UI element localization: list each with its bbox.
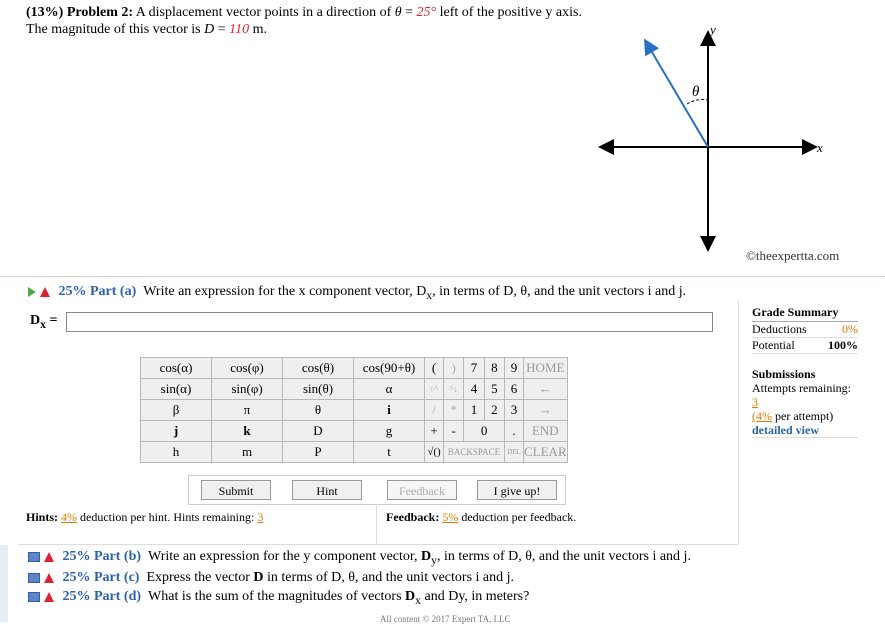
theta-symbol: θ <box>394 5 402 20</box>
key-h[interactable]: h <box>141 442 212 463</box>
key-plus[interactable]: + <box>425 421 444 442</box>
answer-label: $D_x$ = <box>30 313 58 331</box>
part-a-text-2: , in terms of D, θ, and the unit vectors i and j. <box>432 284 687 299</box>
feedback-info <box>386 510 576 525</box>
key-6[interactable]: 6 <box>505 379 524 400</box>
key-t[interactable]: t <box>354 442 425 463</box>
part-b-label: 25% Part (b) <box>62 549 142 564</box>
theta-angle-label: θ <box>692 84 700 100</box>
potential-value: 100% <box>828 338 858 352</box>
key-cos-alpha[interactable]: cos(α) <box>141 358 212 379</box>
key-2[interactable]: 2 <box>484 400 504 421</box>
part-b-text: Write an expression for the y component vector, <box>148 549 418 564</box>
warning-icon <box>40 287 50 297</box>
key-P[interactable]: P <box>283 442 354 463</box>
part-d-header[interactable]: 25% Part (d) What is the sum of the magnitudes of vectors $D_x$ and Dy, in meters? <box>28 589 529 607</box>
feedback-text: deduction per feedback. <box>461 510 577 524</box>
part-c-text: Express the vector <box>146 570 250 585</box>
part-a-sub: x <box>426 288 433 302</box>
key-g[interactable]: g <box>354 421 425 442</box>
key-dot[interactable]: . <box>505 421 524 442</box>
action-button-row <box>188 475 566 505</box>
detailed-view-link[interactable]: detailed view <box>752 423 858 438</box>
key-sqrt[interactable]: √() <box>425 442 444 463</box>
left-bar <box>0 545 8 622</box>
problem-percent: (13%) <box>26 5 64 20</box>
magnitude-unit: m. <box>252 22 267 37</box>
key-cos-90-theta[interactable]: cos(90+θ) <box>354 358 425 379</box>
warning-icon <box>44 552 54 562</box>
key-divide[interactable]: / <box>425 400 444 421</box>
magnitude-value: 110 <box>229 22 250 37</box>
attempts-value: 3 <box>752 395 758 409</box>
per-attempt-pct: (4% <box>752 409 772 423</box>
key-8[interactable]: 8 <box>484 358 504 379</box>
key-7[interactable]: 7 <box>464 358 484 379</box>
credit-text: ©theexpertta.com <box>746 248 840 263</box>
key-5[interactable]: 5 <box>484 379 504 400</box>
play-icon[interactable] <box>28 287 36 297</box>
y-axis-label: y <box>710 22 716 37</box>
feedback-pct: 5% <box>442 510 459 524</box>
answer-input[interactable] <box>66 312 713 332</box>
key-open-paren[interactable]: ( <box>425 358 444 379</box>
key-theta[interactable]: θ <box>283 400 354 421</box>
key-home[interactable]: HOME <box>524 358 568 379</box>
key-cos-phi[interactable]: cos(φ) <box>212 358 283 379</box>
key-close-paren[interactable]: ) <box>444 358 464 379</box>
key-pi[interactable]: π <box>212 400 283 421</box>
divider <box>0 276 885 277</box>
hints-info <box>26 510 263 525</box>
key-9[interactable]: 9 <box>505 358 524 379</box>
feedback-label: Feedback: <box>386 510 440 524</box>
part-b-header[interactable]: 25% Part (b) Write an expression for the y component vector, $D_y$, in terms of D, θ, and the unit vectors i and j. <box>28 549 691 567</box>
divider <box>738 300 739 545</box>
key-k[interactable]: k <box>212 421 283 442</box>
key-beta[interactable]: β <box>141 400 212 421</box>
per-attempt-text: per attempt) <box>775 409 834 423</box>
key-power-up[interactable]: ↑^ <box>425 379 444 400</box>
key-0[interactable]: 0 <box>464 421 505 442</box>
key-sin-phi[interactable]: sin(φ) <box>212 379 283 400</box>
part-a-text: Write an expression for the x component vector, D <box>143 284 427 299</box>
key-left[interactable]: ← <box>524 379 568 400</box>
problem-text-2: left of the positive y axis. The magnitude of this vector is <box>26 5 582 37</box>
key-j[interactable]: j <box>141 421 212 442</box>
hints-text: deduction per hint. Hints remaining: <box>80 510 255 524</box>
problem-text-1: A displacement vector points in a direction of <box>135 5 392 20</box>
submissions-panel <box>752 367 858 438</box>
key-multiply[interactable]: * <box>444 400 464 421</box>
key-sin-theta[interactable]: sin(θ) <box>283 379 354 400</box>
part-c-header[interactable]: 25% Part (c) Express the vector D in terms of D, θ, and the unit vectors i and j. <box>28 570 514 586</box>
part-d-text: What is the sum of the magnitudes of vectors <box>148 589 402 604</box>
submissions-title: Submissions <box>752 367 816 381</box>
deductions-label: Deductions <box>752 322 807 336</box>
hint-button[interactable]: Hint <box>292 480 362 500</box>
key-sin-alpha[interactable]: sin(α) <box>141 379 212 400</box>
magnitude-symbol: D <box>204 22 215 37</box>
hints-pct: 4% <box>61 510 78 524</box>
footer: All content © 2017 Expert TA, LLC <box>380 614 511 624</box>
key-cos-theta[interactable]: cos(θ) <box>283 358 354 379</box>
key-right[interactable]: → <box>524 400 568 421</box>
key-D[interactable]: D <box>283 421 354 442</box>
key-4[interactable]: 4 <box>464 379 484 400</box>
key-power-down[interactable]: ^↓ <box>444 379 464 400</box>
part-a-header <box>28 284 686 302</box>
divider <box>376 504 377 544</box>
x-axis-label: x <box>817 140 823 155</box>
minimize-icon <box>28 552 40 562</box>
problem-statement: (13%) Problem 2: A displacement vector points in a direction of θ = 25° left of the positive y axis. The magnitude of this vector is D = 110 m. <box>26 5 582 37</box>
deductions-value: 0% <box>842 322 858 336</box>
grade-summary <box>752 305 858 354</box>
key-3[interactable]: 3 <box>505 400 524 421</box>
key-minus[interactable]: - <box>444 421 464 442</box>
keypad <box>140 357 568 463</box>
minimize-icon <box>28 573 40 583</box>
divider <box>18 544 738 545</box>
grade-title: Grade Summary <box>752 305 858 322</box>
minimize-icon <box>28 592 40 602</box>
problem-title: Problem 2: <box>66 5 134 20</box>
warning-icon <box>44 592 54 602</box>
key-clear[interactable]: CLEAR <box>524 442 568 463</box>
key-end[interactable]: END <box>524 421 568 442</box>
part-c-label: 25% Part (c) <box>62 570 140 585</box>
give-up-button[interactable]: I give up! <box>477 480 557 500</box>
hints-label: Hints: <box>26 510 59 524</box>
key-1[interactable]: 1 <box>464 400 484 421</box>
key-i[interactable]: i <box>354 400 425 421</box>
key-m[interactable]: m <box>212 442 283 463</box>
key-alpha[interactable]: α <box>354 379 425 400</box>
vector-diagram <box>590 20 850 255</box>
potential-label: Potential <box>752 338 795 352</box>
submit-button[interactable]: Submit <box>201 480 271 500</box>
warning-icon <box>44 573 54 583</box>
feedback-button[interactable]: Feedback <box>387 480 457 500</box>
key-backspace[interactable]: BACKSPACE <box>444 442 505 463</box>
key-del[interactable]: DEL <box>505 442 524 463</box>
part-d-label: 25% Part (d) <box>62 589 142 604</box>
attempts-label: Attempts remaining: <box>752 381 851 395</box>
hints-remaining: 3 <box>257 510 264 524</box>
part-a-label: 25% Part (a) <box>58 284 137 299</box>
theta-value: 25° <box>416 5 437 20</box>
